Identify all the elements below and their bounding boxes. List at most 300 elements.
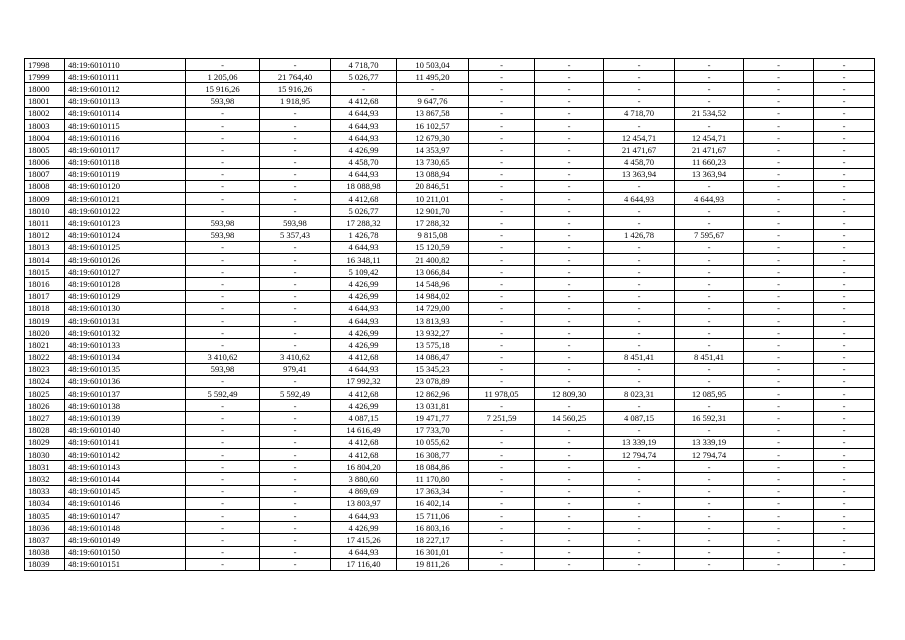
value-cell: - [814, 278, 875, 290]
cadastral-number-cell: 48:19:6010111 [65, 71, 186, 83]
row-number-cell: 18021 [25, 339, 65, 351]
value-cell: 13 339,19 [675, 436, 744, 448]
value-cell: - [675, 375, 744, 387]
value-cell: - [744, 168, 814, 180]
table-row [25, 534, 875, 546]
value-cell: 11 660,23 [675, 156, 744, 168]
value-cell: - [604, 558, 675, 570]
value-cell: - [744, 180, 814, 192]
value-cell: - [744, 351, 814, 363]
value-cell: 1 918,95 [260, 95, 331, 107]
value-cell: - [469, 241, 535, 253]
value-cell: - [260, 193, 331, 205]
value-cell: 16 402,14 [397, 497, 469, 509]
value-cell: - [535, 107, 604, 119]
value-cell: - [675, 522, 744, 534]
value-cell: - [535, 473, 604, 485]
value-cell: 4 644,93 [331, 302, 397, 314]
value-cell: - [604, 522, 675, 534]
row-number-cell: 18014 [25, 254, 65, 266]
value-cell: 19 811,26 [397, 558, 469, 570]
row-number-cell: 18002 [25, 107, 65, 119]
value-cell: - [260, 546, 331, 558]
table-row [25, 412, 875, 424]
table-row [25, 400, 875, 412]
value-cell: - [186, 119, 260, 131]
cadastral-number-cell: 48:19:6010110 [65, 59, 186, 71]
value-cell: - [744, 485, 814, 497]
value-cell: - [604, 534, 675, 546]
value-cell: - [535, 424, 604, 436]
table-row [25, 314, 875, 326]
value-cell: - [604, 71, 675, 83]
value-cell: - [675, 205, 744, 217]
cadastral-number-cell: 48:19:6010122 [65, 205, 186, 217]
value-cell: 3 410,62 [260, 351, 331, 363]
value-cell: 12 809,30 [535, 388, 604, 400]
value-cell: - [814, 266, 875, 278]
value-cell: 4 087,15 [331, 412, 397, 424]
value-cell: - [260, 241, 331, 253]
row-number-cell: 18011 [25, 217, 65, 229]
value-cell: 8 451,41 [675, 351, 744, 363]
row-number-cell: 18029 [25, 436, 65, 448]
cadastral-number-cell: 48:19:6010125 [65, 241, 186, 253]
value-cell: - [814, 217, 875, 229]
value-cell: 14 729,00 [397, 302, 469, 314]
cadastral-number-cell: 48:19:6010137 [65, 388, 186, 400]
value-cell: - [260, 449, 331, 461]
cadastral-number-cell: 48:19:6010119 [65, 168, 186, 180]
value-cell: - [469, 95, 535, 107]
value-cell: - [814, 424, 875, 436]
value-cell: 13 339,19 [604, 436, 675, 448]
cadastral-number-cell: 48:19:6010136 [65, 375, 186, 387]
value-cell: 7 251,59 [469, 412, 535, 424]
value-cell: - [260, 278, 331, 290]
value-cell: - [814, 522, 875, 534]
value-cell: - [186, 132, 260, 144]
value-cell: - [744, 132, 814, 144]
value-cell: - [535, 485, 604, 497]
value-cell: - [535, 327, 604, 339]
value-cell: 19 471,77 [397, 412, 469, 424]
value-cell: 14 616,49 [331, 424, 397, 436]
value-cell: 5 592,49 [260, 388, 331, 400]
value-cell: - [744, 461, 814, 473]
value-cell: 4 644,93 [331, 314, 397, 326]
value-cell: - [814, 302, 875, 314]
value-cell: 4 458,70 [331, 156, 397, 168]
value-cell: - [260, 375, 331, 387]
value-cell: - [186, 314, 260, 326]
value-cell: - [260, 558, 331, 570]
value-cell: - [260, 144, 331, 156]
value-cell: - [744, 290, 814, 302]
value-cell: - [260, 424, 331, 436]
value-cell: - [814, 71, 875, 83]
value-cell: - [535, 302, 604, 314]
value-cell: 14 548,96 [397, 278, 469, 290]
row-number-cell: 18007 [25, 168, 65, 180]
row-number-cell: 18032 [25, 473, 65, 485]
value-cell: - [604, 424, 675, 436]
cadastral-number-cell: 48:19:6010139 [65, 412, 186, 424]
value-cell: - [744, 205, 814, 217]
value-cell: 16 301,01 [397, 546, 469, 558]
table-row [25, 461, 875, 473]
value-cell: - [469, 449, 535, 461]
value-cell: - [535, 363, 604, 375]
row-number-cell: 18010 [25, 205, 65, 217]
value-cell: - [604, 266, 675, 278]
value-cell: - [186, 449, 260, 461]
cadastral-number-cell: 48:19:6010141 [65, 436, 186, 448]
value-cell: - [469, 327, 535, 339]
value-cell: 9 815,08 [397, 229, 469, 241]
cadastral-number-cell: 48:19:6010143 [65, 461, 186, 473]
value-cell: - [469, 497, 535, 509]
value-cell: 1 426,78 [604, 229, 675, 241]
value-cell: - [186, 241, 260, 253]
value-cell: - [535, 339, 604, 351]
value-cell: 23 078,89 [397, 375, 469, 387]
value-cell: 4 412,68 [331, 193, 397, 205]
cadastral-number-cell: 48:19:6010121 [65, 193, 186, 205]
row-number-cell: 18036 [25, 522, 65, 534]
value-cell: 14 086,47 [397, 351, 469, 363]
value-cell: - [186, 461, 260, 473]
value-cell: - [744, 327, 814, 339]
value-cell: - [186, 339, 260, 351]
value-cell: - [814, 412, 875, 424]
value-cell: - [469, 436, 535, 448]
table-row [25, 254, 875, 266]
value-cell: - [469, 339, 535, 351]
value-cell: 21 471,67 [604, 144, 675, 156]
value-cell: - [814, 229, 875, 241]
value-cell: - [675, 180, 744, 192]
value-cell: - [675, 71, 744, 83]
value-cell: 4 644,93 [604, 193, 675, 205]
value-cell: 4 412,68 [331, 95, 397, 107]
value-cell: 4 412,68 [331, 351, 397, 363]
value-cell: - [260, 266, 331, 278]
value-cell: - [814, 132, 875, 144]
value-cell: 4 644,93 [331, 241, 397, 253]
value-cell: - [260, 314, 331, 326]
value-cell: 17 415,26 [331, 534, 397, 546]
row-number-cell: 18012 [25, 229, 65, 241]
table-row [25, 217, 875, 229]
value-cell: - [469, 522, 535, 534]
value-cell: - [535, 400, 604, 412]
value-cell: - [469, 266, 535, 278]
value-cell: - [535, 558, 604, 570]
value-cell: - [744, 59, 814, 71]
value-cell: 9 647,76 [397, 95, 469, 107]
cadastral-number-cell: 48:19:6010112 [65, 83, 186, 95]
value-cell: - [675, 485, 744, 497]
value-cell: - [675, 461, 744, 473]
value-cell: 16 803,16 [397, 522, 469, 534]
table-row [25, 180, 875, 192]
value-cell: 4 426,99 [331, 339, 397, 351]
value-cell: - [469, 229, 535, 241]
value-cell: - [535, 449, 604, 461]
value-cell: - [814, 107, 875, 119]
value-cell: - [469, 156, 535, 168]
row-number-cell: 18006 [25, 156, 65, 168]
value-cell: 13 813,93 [397, 314, 469, 326]
table-row [25, 485, 875, 497]
value-cell: - [469, 290, 535, 302]
value-cell: - [744, 254, 814, 266]
cadastral-number-cell: 48:19:6010120 [65, 180, 186, 192]
value-cell: 14 560,25 [535, 412, 604, 424]
value-cell: - [260, 132, 331, 144]
row-number-cell: 18009 [25, 193, 65, 205]
value-cell: - [535, 509, 604, 521]
value-cell: 3 410,62 [186, 351, 260, 363]
value-cell: - [260, 180, 331, 192]
value-cell: - [744, 156, 814, 168]
value-cell: 16 308,77 [397, 449, 469, 461]
value-cell: - [744, 497, 814, 509]
value-cell: - [469, 71, 535, 83]
value-cell: 4 412,68 [331, 436, 397, 448]
value-cell: - [186, 180, 260, 192]
value-cell: - [675, 558, 744, 570]
cadastral-number-cell: 48:19:6010148 [65, 522, 186, 534]
row-number-cell: 18018 [25, 302, 65, 314]
value-cell: - [186, 509, 260, 521]
cadastral-number-cell: 48:19:6010138 [65, 400, 186, 412]
value-cell: - [469, 107, 535, 119]
table-row [25, 193, 875, 205]
value-cell: - [814, 290, 875, 302]
value-cell: - [186, 59, 260, 71]
value-cell: - [675, 302, 744, 314]
value-cell: 593,98 [186, 95, 260, 107]
value-cell: 593,98 [186, 363, 260, 375]
value-cell: 4 644,93 [331, 119, 397, 131]
value-cell: 17 288,32 [331, 217, 397, 229]
value-cell: - [675, 339, 744, 351]
cadastral-number-cell: 48:19:6010127 [65, 266, 186, 278]
row-number-cell: 18003 [25, 119, 65, 131]
row-number-cell: 18020 [25, 327, 65, 339]
value-cell: - [186, 205, 260, 217]
value-cell: - [260, 302, 331, 314]
value-cell: - [469, 461, 535, 473]
value-cell: 16 592,31 [675, 412, 744, 424]
row-number-cell: 18035 [25, 509, 65, 521]
value-cell: - [535, 266, 604, 278]
table-row [25, 375, 875, 387]
value-cell: - [814, 168, 875, 180]
table-row [25, 144, 875, 156]
value-cell: - [186, 400, 260, 412]
value-cell: - [469, 168, 535, 180]
value-cell: - [397, 83, 469, 95]
value-cell: - [604, 339, 675, 351]
table-row [25, 327, 875, 339]
value-cell: 21 471,67 [675, 144, 744, 156]
value-cell: - [675, 119, 744, 131]
row-number-cell: 18034 [25, 497, 65, 509]
row-number-cell: 18005 [25, 144, 65, 156]
value-cell: - [604, 83, 675, 95]
value-cell: - [469, 144, 535, 156]
row-number-cell: 17998 [25, 59, 65, 71]
value-cell: - [814, 144, 875, 156]
value-cell: 13 088,94 [397, 168, 469, 180]
value-cell: - [675, 314, 744, 326]
value-cell: 8 451,41 [604, 351, 675, 363]
value-cell: - [535, 132, 604, 144]
row-number-cell: 18004 [25, 132, 65, 144]
value-cell: 4 412,68 [331, 388, 397, 400]
value-cell: - [744, 229, 814, 241]
value-cell: - [535, 522, 604, 534]
cadastral-number-cell: 48:19:6010118 [65, 156, 186, 168]
value-cell: 4 718,70 [331, 59, 397, 71]
value-cell: - [814, 400, 875, 412]
value-cell: - [260, 290, 331, 302]
value-cell: - [814, 119, 875, 131]
table-row [25, 424, 875, 436]
value-cell: - [604, 119, 675, 131]
cadastral-number-cell: 48:19:6010149 [65, 534, 186, 546]
row-number-cell: 18013 [25, 241, 65, 253]
value-cell: 4 644,93 [331, 546, 397, 558]
value-cell: - [469, 254, 535, 266]
value-cell: 593,98 [260, 217, 331, 229]
value-cell: 13 363,94 [604, 168, 675, 180]
value-cell: - [675, 509, 744, 521]
value-cell: 4 644,93 [331, 509, 397, 521]
value-cell: - [675, 59, 744, 71]
value-cell: - [744, 546, 814, 558]
value-cell: - [744, 436, 814, 448]
value-cell: - [469, 546, 535, 558]
row-number-cell: 18016 [25, 278, 65, 290]
value-cell: - [814, 436, 875, 448]
value-cell: 17 363,34 [397, 485, 469, 497]
value-cell: - [744, 314, 814, 326]
value-cell: 4 718,70 [604, 107, 675, 119]
cadastral-number-cell: 48:19:6010126 [65, 254, 186, 266]
table-row [25, 290, 875, 302]
value-cell: - [675, 266, 744, 278]
row-number-cell: 18015 [25, 266, 65, 278]
value-cell: - [604, 375, 675, 387]
table-row [25, 71, 875, 83]
value-cell: - [535, 156, 604, 168]
cadastral-number-cell: 48:19:6010124 [65, 229, 186, 241]
row-number-cell: 18031 [25, 461, 65, 473]
value-cell: 1 426,78 [331, 229, 397, 241]
value-cell: - [186, 327, 260, 339]
table-row [25, 339, 875, 351]
value-cell: 5 357,43 [260, 229, 331, 241]
value-cell: - [186, 290, 260, 302]
value-cell: 17 733,70 [397, 424, 469, 436]
value-cell: - [469, 509, 535, 521]
value-cell: - [814, 205, 875, 217]
value-cell: - [675, 241, 744, 253]
value-cell: - [535, 351, 604, 363]
value-cell: - [604, 95, 675, 107]
value-cell: - [260, 400, 331, 412]
value-cell: - [814, 497, 875, 509]
value-cell: - [814, 546, 875, 558]
cadastral-number-cell: 48:19:6010146 [65, 497, 186, 509]
table-row [25, 351, 875, 363]
value-cell: - [469, 180, 535, 192]
value-cell: - [744, 449, 814, 461]
value-cell: - [604, 400, 675, 412]
value-cell: - [535, 229, 604, 241]
table-row [25, 302, 875, 314]
cadastral-number-cell: 48:19:6010133 [65, 339, 186, 351]
table-row [25, 132, 875, 144]
cadastral-number-cell: 48:19:6010129 [65, 290, 186, 302]
value-cell: 15 345,23 [397, 363, 469, 375]
value-cell: - [469, 363, 535, 375]
value-cell: 10 055,62 [397, 436, 469, 448]
value-cell: 1 205,06 [186, 71, 260, 83]
value-cell: - [744, 375, 814, 387]
value-cell: - [744, 558, 814, 570]
value-cell: - [814, 339, 875, 351]
table-row [25, 59, 875, 71]
value-cell: - [260, 205, 331, 217]
value-cell: - [814, 314, 875, 326]
table-row [25, 436, 875, 448]
value-cell: - [604, 327, 675, 339]
value-cell: - [535, 168, 604, 180]
value-cell: - [535, 95, 604, 107]
value-cell: - [469, 193, 535, 205]
value-cell: - [744, 522, 814, 534]
table-row [25, 168, 875, 180]
value-cell: - [604, 59, 675, 71]
value-cell: - [744, 509, 814, 521]
value-cell: - [675, 363, 744, 375]
value-cell: - [469, 302, 535, 314]
value-cell: - [260, 461, 331, 473]
value-cell: - [260, 497, 331, 509]
value-cell: - [186, 302, 260, 314]
value-cell: 20 846,51 [397, 180, 469, 192]
value-cell: - [186, 156, 260, 168]
row-number-cell: 18001 [25, 95, 65, 107]
value-cell: - [469, 278, 535, 290]
value-cell: - [469, 351, 535, 363]
value-cell: 4 426,99 [331, 327, 397, 339]
value-cell: - [260, 168, 331, 180]
value-cell: - [814, 193, 875, 205]
value-cell: - [535, 254, 604, 266]
cadastral-number-cell: 48:19:6010132 [65, 327, 186, 339]
value-cell: - [744, 424, 814, 436]
value-cell: - [186, 168, 260, 180]
value-cell: 979,41 [260, 363, 331, 375]
value-cell: - [814, 180, 875, 192]
value-cell: 7 595,67 [675, 229, 744, 241]
